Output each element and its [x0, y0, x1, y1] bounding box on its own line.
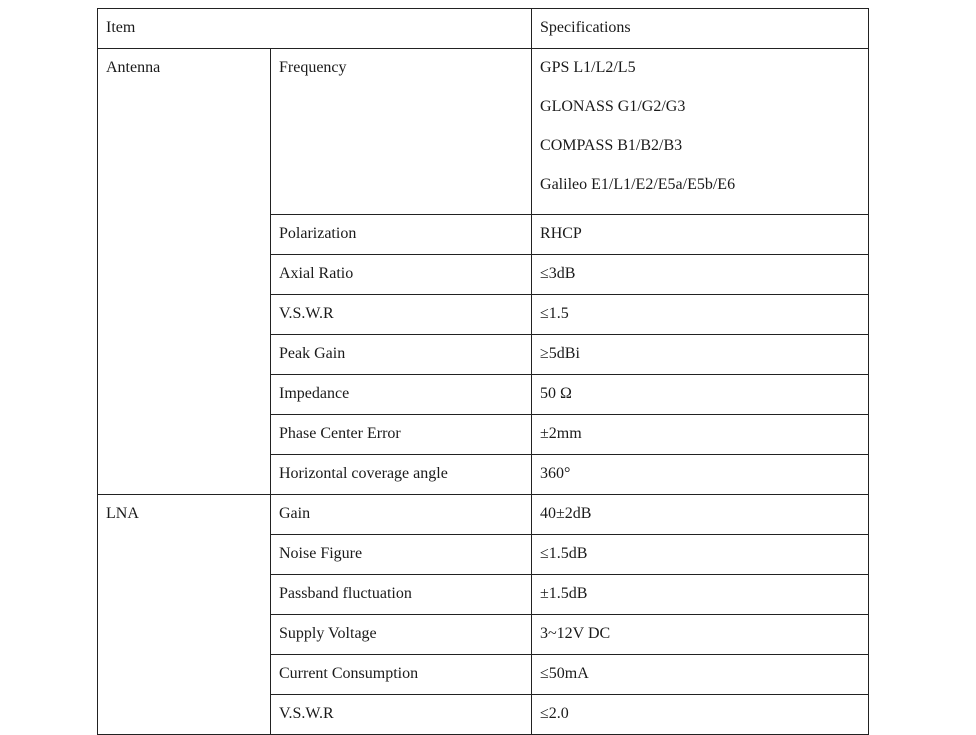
param-cell: Peak Gain [271, 335, 532, 375]
frequency-value: GLONASS G1/G2/G3 [540, 98, 686, 115]
header-item-cell: Item [98, 9, 532, 49]
value-cell: ±2mm [532, 415, 869, 455]
param-cell: Impedance [271, 375, 532, 415]
param-cell: Current Consumption [271, 655, 532, 695]
param-cell: Polarization [271, 215, 532, 255]
header-row [98, 9, 869, 49]
specifications-table [97, 8, 869, 735]
value-cell: ≤1.5dB [532, 535, 869, 575]
group-lna-cell: LNA [98, 495, 271, 735]
header-specifications-cell: Specifications [532, 9, 869, 49]
value-cell: ≥5dBi [532, 335, 869, 375]
frequency-value: Galileo E1/L1/E2/E5a/E5b/E6 [540, 176, 736, 193]
group-antenna-cell: Antenna [98, 49, 271, 495]
table-row [98, 49, 869, 215]
param-cell: Frequency [271, 49, 532, 215]
value-cell: ≤3dB [532, 255, 869, 295]
value-cell: 3~12V DC [532, 615, 869, 655]
value-cell: ≤50mA [532, 655, 869, 695]
frequency-values-cell [532, 49, 869, 215]
param-cell: Noise Figure [271, 535, 532, 575]
value-cell: 360° [532, 455, 869, 495]
value-cell: 40±2dB [532, 495, 869, 535]
frequency-value: GPS L1/L2/L5 [540, 59, 636, 76]
param-cell: Phase Center Error [271, 415, 532, 455]
param-cell: Supply Voltage [271, 615, 532, 655]
param-cell: Horizontal coverage angle [271, 455, 532, 495]
value-cell: ±1.5dB [532, 575, 869, 615]
frequency-value: COMPASS B1/B2/B3 [540, 137, 683, 154]
param-cell: Passband fluctuation [271, 575, 532, 615]
spec-sheet [97, 8, 868, 735]
param-cell: Axial Ratio [271, 255, 532, 295]
param-cell: V.S.W.R [271, 295, 532, 335]
param-cell: V.S.W.R [271, 695, 532, 735]
table-row [98, 495, 869, 535]
value-cell: 50 Ω [532, 375, 869, 415]
value-cell: ≤2.0 [532, 695, 869, 735]
value-cell: RHCP [532, 215, 869, 255]
value-cell: ≤1.5 [532, 295, 869, 335]
param-cell: Gain [271, 495, 532, 535]
